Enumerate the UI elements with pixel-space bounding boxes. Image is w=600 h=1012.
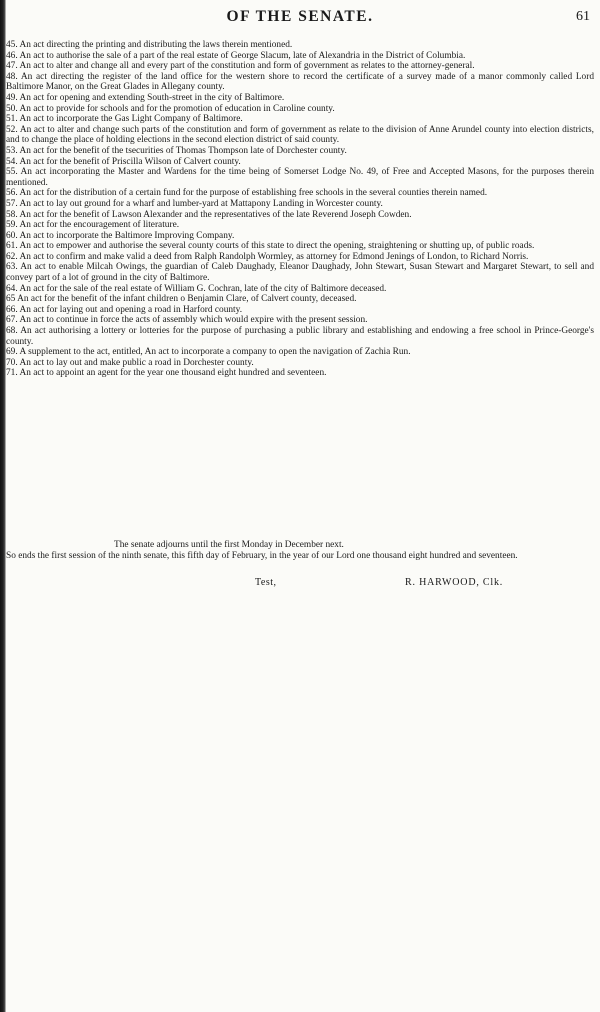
act-text: An act to authorise the sale of a part of the real estate of George Slacum, late of Alexandria in the District of Columbia. <box>19 50 466 61</box>
page-number: 61 <box>576 9 590 24</box>
act-text: An act to lay out ground for a wharf and lumber-yard at Mattapony Landing in Worcester county. <box>19 198 383 209</box>
act-number: 60. <box>6 230 18 241</box>
act-number: 51. <box>6 114 18 125</box>
act-text: An act to enable Milcah Owings, the guardian of Caleb Daughady, Eleanor Daughady, John Stewart, Susan Stewart and Margaret Stewart, to sell and convey part of a lot of ground in the city of Baltimore. <box>6 262 594 284</box>
act-text: An act to alter and change all and every part of the constitution and form of government as relates to the attorney-general. <box>19 61 475 72</box>
act-entry <box>6 61 594 72</box>
act-number: 56. <box>6 188 18 199</box>
act-number: 59. <box>6 220 18 231</box>
test-label: Test, <box>255 577 277 588</box>
act-entry <box>6 220 594 231</box>
act-text: An act for laying out and opening a road in Harford county. <box>19 304 243 315</box>
act-number: 69. <box>6 347 18 358</box>
act-entry <box>6 347 594 358</box>
act-entry <box>6 125 594 146</box>
act-number: 50. <box>6 103 18 114</box>
act-entry <box>6 40 594 51</box>
act-entry <box>6 231 594 242</box>
act-text: An act for the benefit of Priscilla Wilson of Calvert county. <box>19 156 241 167</box>
act-entry <box>6 315 594 326</box>
act-text: An act incorporating the Master and Wardens for the time being of Somerset Lodge No. 49, of Free and Accepted Masons, for the purposes therein mentioned. <box>6 167 594 188</box>
act-text: An act to incorporate the Gas Light Company of Baltimore. <box>19 114 243 125</box>
running-head <box>0 8 600 30</box>
act-entry <box>6 305 594 316</box>
act-text: An act to lay out and make public a road in Dorchester county. <box>19 357 254 368</box>
act-number: 61. <box>6 241 18 252</box>
act-number: 49. <box>6 92 18 103</box>
act-text: An act for the benefit of the tsecurities of Thomas Thompson late of Dorchester county. <box>19 145 347 156</box>
act-number: 52. <box>6 124 18 135</box>
act-text: An act directing the register of the land office for the western shore to record the certificate of a survey made of a manor commonly called Lord Baltimore Manor, on the Great Glades in Allegany county. <box>6 71 594 93</box>
act-number: 71. <box>6 368 18 379</box>
act-text: An act directing the printing and distributing the laws therein mentioned. <box>19 40 293 50</box>
act-number: 45. <box>6 40 18 50</box>
act-entry <box>6 93 594 104</box>
act-text: An act to empower and authorise the several county courts of this state to direct the opening, straightening or shutting up, of public roads. <box>19 241 535 252</box>
act-entry <box>6 241 594 252</box>
act-text: An act for the benefit of the infant children o Benjamin Clare, of Calvert county, deceased. <box>17 294 357 305</box>
act-number: 68. <box>6 326 18 337</box>
act-entry <box>6 326 594 347</box>
act-entry <box>6 284 594 295</box>
act-text: An act for opening and extending South-street in the city of Baltimore. <box>19 92 285 103</box>
act-entry <box>6 167 594 188</box>
act-number: 47. <box>6 61 18 72</box>
act-number: 46. <box>6 50 18 61</box>
act-number: 63. <box>6 262 18 273</box>
act-text: An act for the benefit of Lawson Alexander and the representatives of the late Reverend Joseph Cowden. <box>19 209 412 220</box>
act-text: An act to incorporate the Baltimore Improving Company. <box>19 230 235 241</box>
act-number: 64. <box>6 283 18 294</box>
adjournment-line: The senate adjourns until the first Monday in December next. <box>114 540 344 550</box>
act-entry <box>6 199 594 210</box>
clerk-signature: R. HARWOOD, Clk. <box>405 577 504 588</box>
act-entry <box>6 210 594 221</box>
act-number: 66. <box>6 304 18 315</box>
act-text: An act for the encouragement of literature. <box>19 220 180 231</box>
act-entry <box>6 294 594 305</box>
act-text: An act to appoint an agent for the year one thousand eight hundred and seventeen. <box>19 368 327 379</box>
act-number: 57. <box>6 198 18 209</box>
act-entry <box>6 114 594 125</box>
act-text: An act authorising a lottery or lotteries for the purpose of purchasing a public library and establishing and endowing a free school in Prince-George's county. <box>6 326 594 347</box>
session-end-line: So ends the first session of the ninth senate, this fifth day of February, in the year of our Lord one thousand eight hundred and seventeen. <box>6 550 518 561</box>
act-number: 70. <box>6 357 18 368</box>
signature-line <box>0 577 600 591</box>
act-entry <box>6 146 594 157</box>
act-entry <box>6 252 594 263</box>
act-entry <box>6 51 594 62</box>
act-text: An act to continue in force the acts of assembly which would expire with the present session. <box>19 315 368 326</box>
act-number: 62. <box>6 251 18 262</box>
act-entry <box>6 368 594 379</box>
act-entry <box>6 358 594 369</box>
act-text: An act for the distribution of a certain fund for the purpose of establishing free schools in the several counties therein named. <box>19 188 488 199</box>
act-text: An act for the sale of the real estate of William G. Cochran, late of the city of Baltimore deceased. <box>19 283 387 294</box>
page-title: OF THE SENATE. <box>226 8 374 25</box>
act-text: An act to alter and change such parts of the constitution and form of government as relate to the division of Anne Arundel county into election districts, and to change the place of holding elections in the second election district of said county. <box>6 124 594 146</box>
act-entry <box>6 72 594 93</box>
acts-list <box>6 40 594 379</box>
act-text: A supplement to the act, entitled, An act to incorporate a company to open the navigation of Zachia Run. <box>19 347 411 358</box>
act-entry <box>6 262 594 283</box>
act-number: 55. <box>6 167 18 178</box>
act-number: 48. <box>6 71 18 82</box>
act-text: An act to confirm and make valid a deed from Ralph Randolph Wormley, as attorney for Edmond Jenings of London, to Richard Norris. <box>19 251 529 262</box>
act-number: 53. <box>6 145 18 156</box>
act-entry <box>6 104 594 115</box>
act-entry <box>6 157 594 168</box>
act-number: 54. <box>6 156 18 167</box>
closing-block <box>6 540 594 561</box>
act-number: 67. <box>6 315 18 326</box>
act-entry <box>6 188 594 199</box>
act-number: 65 <box>6 294 16 305</box>
act-number: 58. <box>6 209 18 220</box>
act-text: An act to provide for schools and for the promotion of education in Caroline county. <box>19 103 335 114</box>
